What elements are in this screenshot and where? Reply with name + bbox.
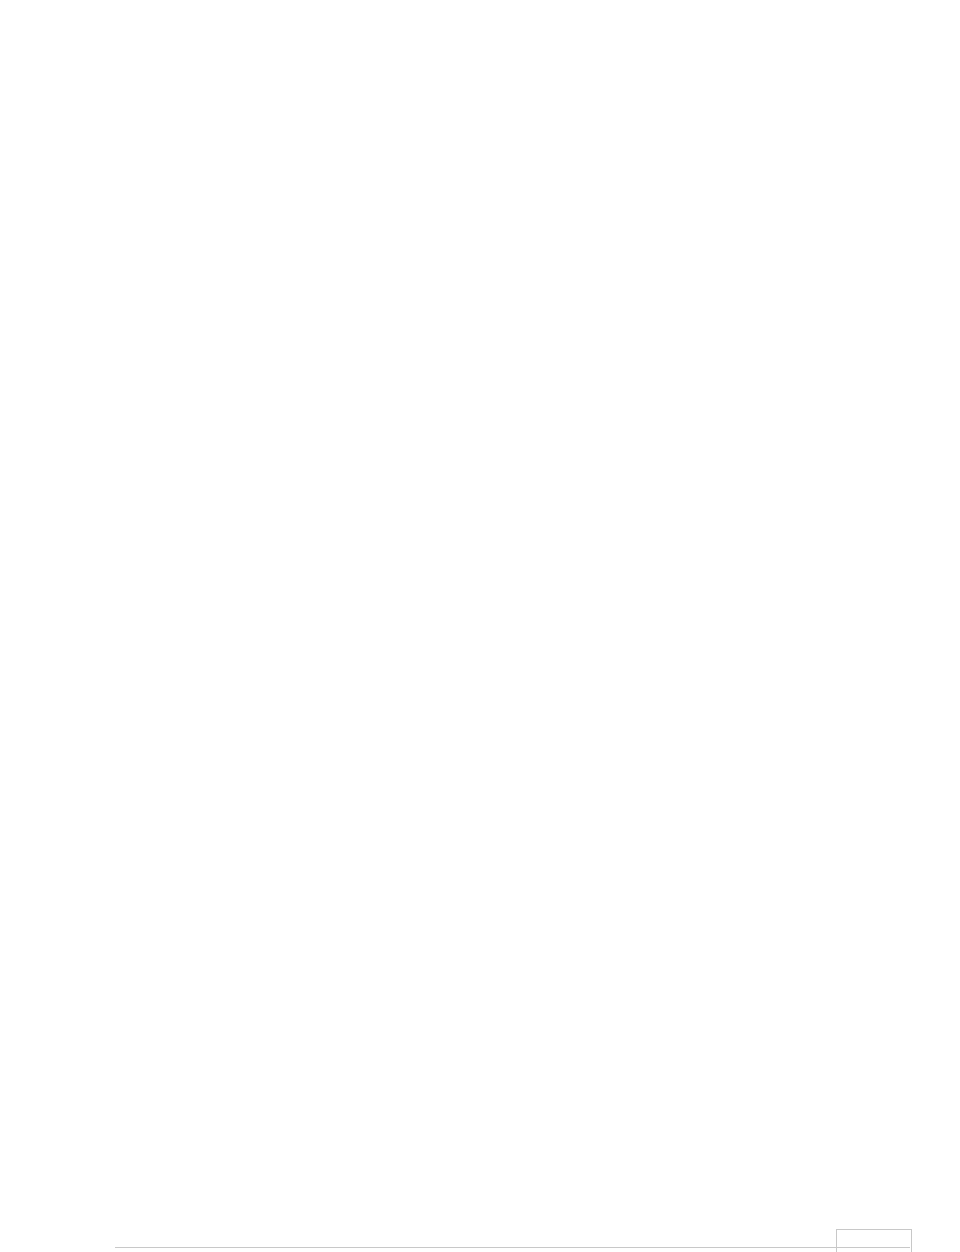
- page-number: [836, 1229, 912, 1252]
- footer-divider: [115, 1247, 910, 1248]
